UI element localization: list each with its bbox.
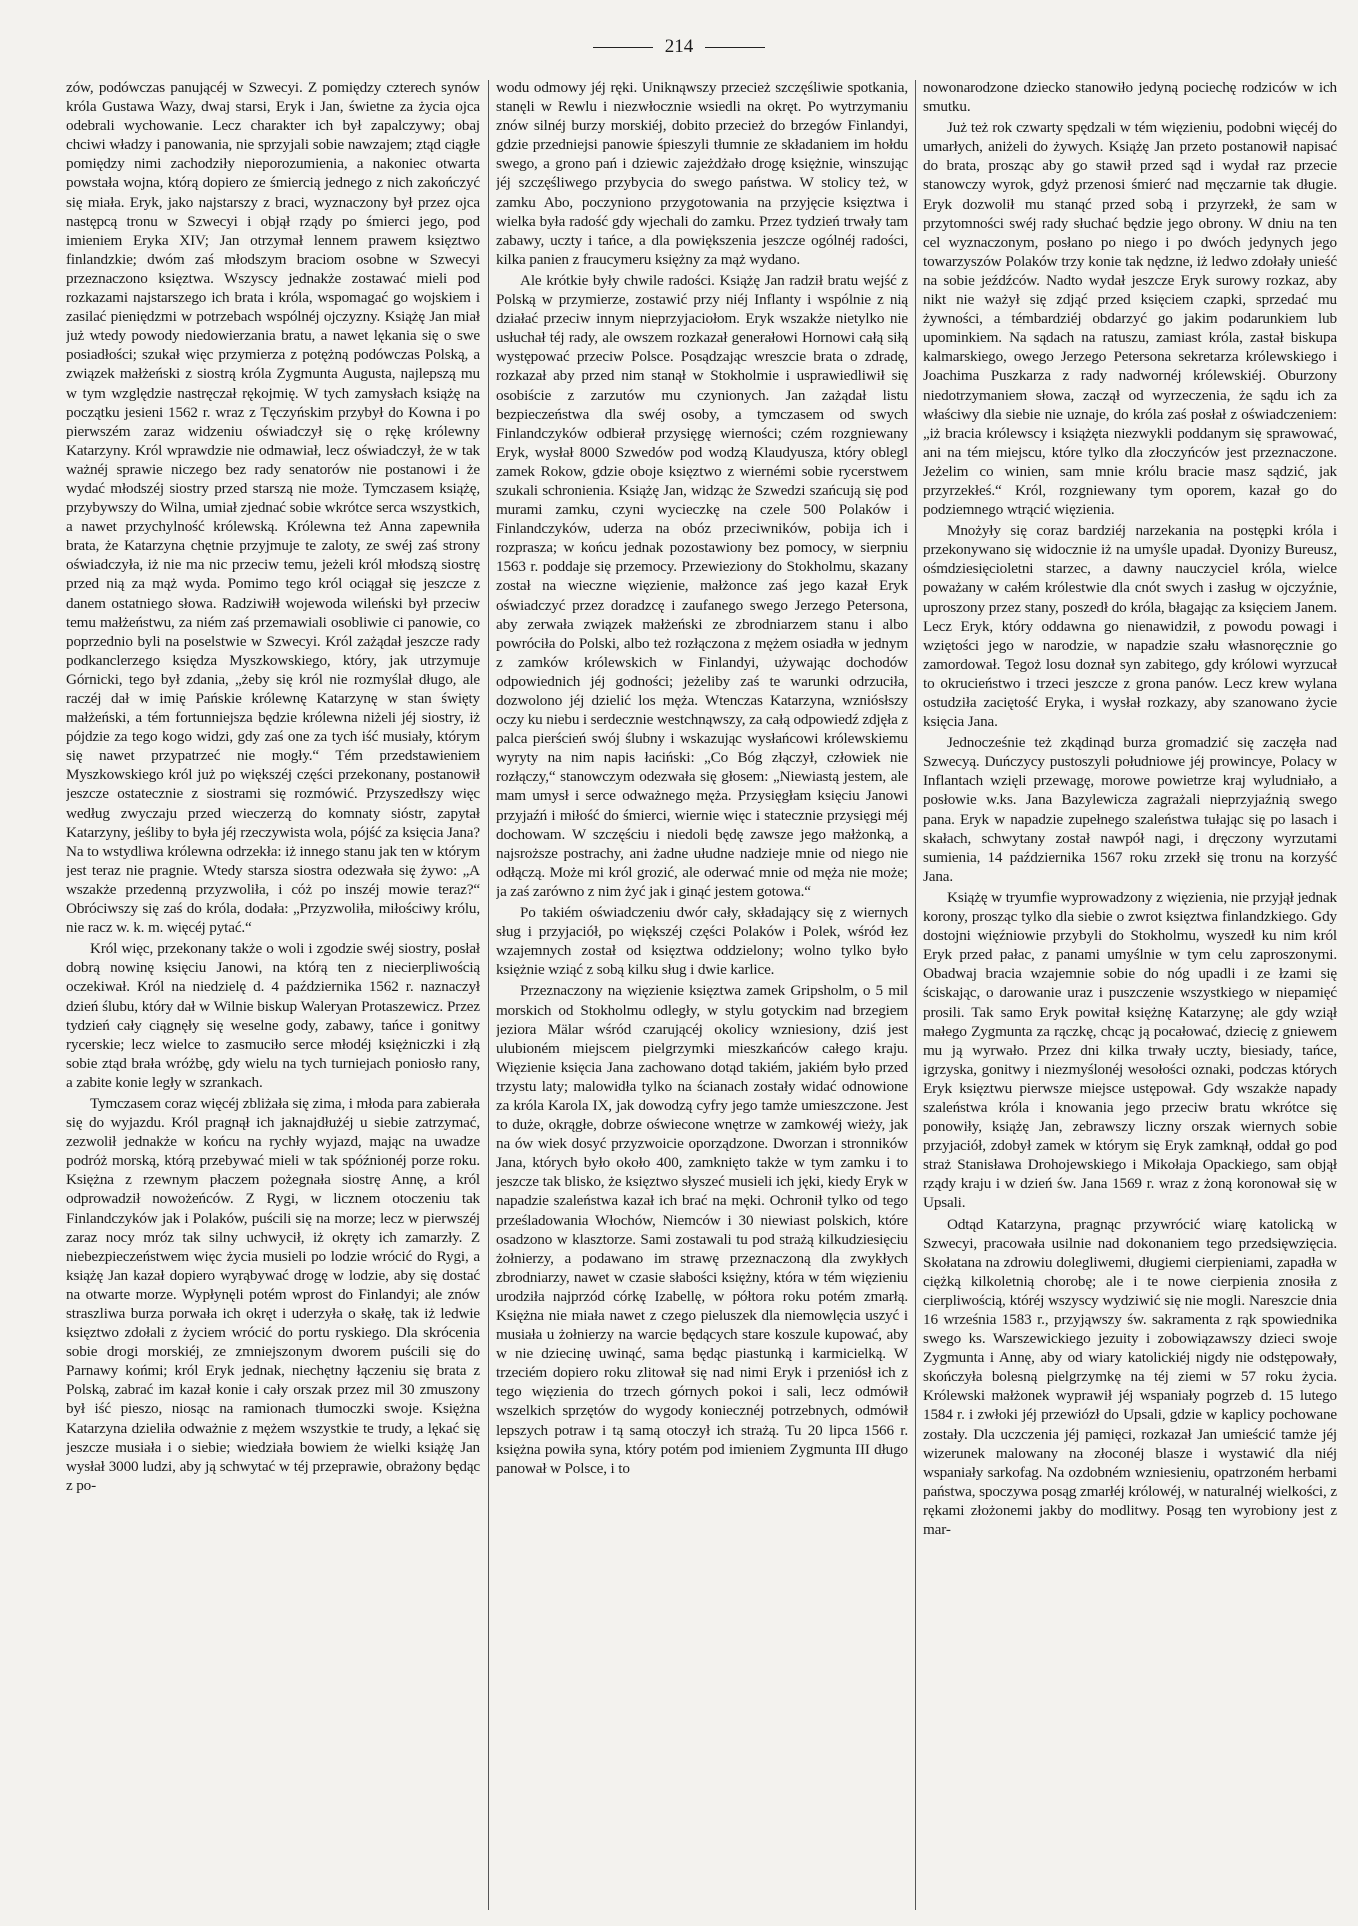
page-number-dash-left [593, 47, 653, 48]
page-number-header [0, 36, 1358, 58]
page-number: 214 [664, 36, 694, 57]
column-divider [915, 80, 916, 1910]
page-number-dash-right [705, 47, 765, 48]
paragraph: Już też rok czwarty spędzali w tém więzieniu, podobni więcéj do umarłych, aniżeli do żywych. Książę Jan przeto postanowił napisać do brata, prosząc aby go stawił przed sąd i wydał raz przecie stanowczy wyrok, gdyż przenosi śmierć nad męczarnie tak długie. Eryk dozwolił mu stanąć przed sobą i przyrzekł, że sam w przytomności swéj rady słuchać będzie jego obrony. W dniu na ten cel wyznaczonym, posłano po niego i po dwóch jedynych jego towarzyszów Polaków trzy konie tak nędzne, iż ledwo zdołały unieść na sobie jeźdźców. Nadto wydał jeszcze Eryk surowy rozkaz, aby nikt nie ważył się zdjąć przed księciem czapki, sprzedać mu żywności, a témbardziéj obdarzyć go jakim podarunkiem lub upominkiem. Na sądach na ratuszu, zamiast króla, zastał biskupa kalmarskiego, owego Jerzego Petersona sekretarza królewskiego i Joachima Puszkarza z rady nadwornéj królewskiéj. Oburzony niedotrzymaniem słowa, zaczął od wyrzeczenia, że sądu ich za właściwy dla siebie nie uznaje, do króla zaś posłał z oświadczeniem: „iż bracia królewscy i książęta niezwykli poddanym się sprawować, ani na tém miejscu, które tylko dla złoczyńców jest przeznaczone. Jeżelim co winien, sam mnie królu bracie masz sądzić, jak przyrzekłeś.“ Król, rozgniewany tym oporem, kazał go do podziemnego wtrącić więzienia. [923, 119, 1337, 519]
paragraph: Książę w tryumfie wyprowadzony z więzienia, nie przyjął jednak korony, prosząc tylko dla siebie o zwrot księztwa finlandzkiego. Gdy dostojni więźniowie przybyli do Stokholmu, wyszedł ku nim król Eryk przed pałac, z panami umyślnie w tym celu zaproszonymi. Obadwaj bracia wzajemnie sobie do nóg upadli i ze łzami się ściskając, o darowanie uraz i puszczenie wszystkiego w niepamięć prosili. Tak samo Eryk powitał księżnę Katarzynę; ale gdy wziął małego Zygmunta za rączkę, chcąc ją pocałować, dziecię z gniewem mu ją wyrwało. Przez dni kilka trwały uczty, biesiady, tańce, igrzyska, gonitwy i niezmyślonéj wesołości oznaki, podczas których Eryk księztwu pierwsze miejsce ustępował. Gdy wszakże napady szaleństwa króla i knowania jego przeciw bratu wkrótce się ponowiły, książę Jan, zebrawszy liczny orszak wiernych sobie przyjaciół, zdobył zamek w którym się Eryk zamknął, oddał go pod straż Stanisława Drohojewskiego i Mikołaja Opackiego, sam objął rządy kraju i w dzień św. Jana 1569 r. wraz z żoną koronował się w Upsali. [923, 888, 1337, 1212]
paragraph: Jednocześnie też zkądinąd burza gromadzić się zaczęła nad Szwecyą. Duńczycy pustoszyli południowe jéj prowincye, Polacy w Inflantach wzięli przewagę, morowe powietrze kraj wyludniało, a posłowie w.ks. Jana Bazylewicza zagrażali nieprzyjaźnią swego pana. Eryk w napadzie zupełnego szaleństwa tułając się po lasach i skałach, schwytany został nawpół nagi, i dręczony wyrzutami sumienia, 14 października 1567 roku zrzekł się tronu na korzyść Jana. [923, 734, 1337, 885]
text-column-2 [496, 78, 908, 1918]
paragraph: Ale krótkie były chwile radości. Książę Jan radził bratu wejść z Polską w przymierze, zostawić przy niéj Inflanty i wspólnie z nią działać przeciw innym nieprzyjaciołom. Eryk wszakże nietylko nie usłuchał téj rady, ale owszem rozkazał generałowi Hornowi całą siłą występować przeciw Polsce. Posądzając wreszcie brata o zdradę, rozkazał aby przed nim stanął w Stokholmie i usprawiedliwił się osobiście z zarzutów mu czynionych. Jan zażądał listu bezpieczeństwa dla swéj osoby, a tymczasem od swych Finlandczyków odbierał przysięgę wierności; czém rozgniewany Eryk, wysłał 8000 Szwedów pod wodzą Klaudyusza, który oblegl zamek Rokow, gdzie oboje księztwo z wiernémi sobie rycerstwem szukali schronienia. Książę Jan, widząc że Szwedzi szańcują się pod murami zamku, czyni wycieczkę na czele 500 Polaków i Finlandczyków, uderza na obóz przeciwników, pobija ich i rozprasza; w końcu jednak pozostawiony bez pomocy, w sierpniu 1563 r. poddaje się przemocy. Przewieziony do Stokholmu, skazany został na wieczne więzienie, małżonce zaś jego kazał Eryk oświadczyć przez doradzcę i zaufanego swego Jerzego Petersona, aby zerwała związek małżeński ze zbrodniarzem stanu i albo powróciła do Polski, albo też rozłączona z mężem osiadła w jednym z zamków królewskich w Finlandyi, używając dochodów odpowiednich jéj godności; jeżeliby zaś te warunki odrzuciła, dozwolono jéj dzielić los męża. Wtenczas Katarzyna, wzniósłszy oczy ku niebu i serdecznie westchnąwszy, za całą odpowiedź zdjęła z palca pierścień swój ślubny i wskazując wysłańcowi królewskiemu wyryty na nim napis łaciński: „Co Bóg złączył, człowiek nie rozłączy,“ stanowczym odezwała się głosem: „Niewiastą jestem, ale mam umysł i serce odważnego męża. Przysięgłam księciu Janowi przyjaźń i miłość do śmierci, wiernie więc i statecznie przysięgi méj dochowam. W szczęściu i niedoli będę zawsze jego małżonką, a najsroższe postrachy, ani żadne ułudne nadzieje mnie od niego nie odłączą. Może mi król grozić, ale oderwać mnie od męża nie może; ja zaś zarówno z nim żyć jak i ginąć jestem gotowa.“ [496, 271, 908, 900]
text-column-3 [923, 78, 1337, 1918]
paragraph: Król więc, przekonany także o woli i zgodzie swéj siostry, posłał dobrą nowinę księciu Janowi, na którą ten z niecierpliwością oczekiwał. Król na niedzielę d. 4 października 1562 r. naznaczył dzień ślubu, który dał w Wilnie biskup Waleryan Protaszewicz. Przez tydzień cały ciągnęły się weselne gody, zabawy, tańce i gonitwy rycerskie; lecz wielce to zasmuciło serce młodéj księżniczki i złą sobie ztąd brała wróżbę, gdy wielu na tych turniejach poniosło rany, a zabite konie legły w szrankach. [66, 940, 480, 1091]
paragraph: Przeznaczony na więzienie księztwa zamek Gripsholm, o 5 mil morskich od Stokholmu odległy, w stylu gotyckim nad brzegiem jeziora Mälar wśród czarującéj okolicy wzniesiony, dziś jest ulubioném miejscem pielgrzymki mieszkańców całego kraju. Więzienie księcia Jana zachowano dotąd takiém, jakiém było przed trzystu laty; malowidła tylko na ścianach zostały widać odnowione za króla Karola IX, jak dowodzą cyfry jego tamże umieszczone. Jest to duże, okrągłe, dobrze oświecone wnętrze w zamkowéj wieży, jak na ów wiek dosyć przyzwoicie oporządzone. Dworzan i stronników Jana, których było około 400, zamknięto także w tym zamku i to jeszcze tak blisko, że księztwo słyszeć musieli ich jęki, kiedy Eryk w napadzie szaleństwa kazał ich brać na męki. Ochronił tylko od tego prześladowania Włochów, Niemców i 30 niewiast polskich, które osadzono w klasztorze. Sami zostawali tu pod strażą kilkudziesięciu żołnierzy, a podawano im strawę przeznaczoną dla zwykłych zbrodniarzy, nawet w czasie słabości księżny, która w tém więzieniu urodziła najprzód córkę Izabellę, w półtora roku potém zmarłą. Księżna nie miała nawet z czego pieluszek dla niemowlęcia uszyć i musiała u żołnierzy na warcie będących stare koszule kupować, aby w nie dziecinę uwinąć, sama będąc piastunką i karmicielką. W trzeciém dopiero roku zlitował się nad nimi Eryk i przeniósł ich z tego więzienia do trzech górnych pokoi i sali, lecz odmówił wszelkich sprzętów do wygody koniecznéj potrzebnych, odmówił lepszych potraw i tą samą otoczył ich strażą. Tu 20 lipca 1566 r. księżna powiła syna, który potém pod imieniem Zygmunta III długo panował w Polsce, i to [496, 982, 908, 1477]
paragraph: Odtąd Katarzyna, pragnąc przywrócić wiarę katolicką w Szwecyi, pracowała usilnie nad dokonaniem tego przedsięwzięcia. Skołatana na zdrowiu dolegliwemi, długiemi cierpieniami, zapadła w ciężką kilkoletnią chorobę; ale i te nowe cierpienia znosiła z cierpliwością, któréj wszyscy wydziwić się nie mogli. Nareszcie dnia 16 września 1583 r., przyjąwszy św. sakramenta z rąk spowiednika swego ks. Warszewickiego jezuity i zobowiązawszy dzieci swoje Zygmunta i Annę, aby od wiary katolickiéj nigdy nie odstępowały, skończyła bolesną pielgrzymkę na téj ziemi w 57 roku życia. Królewski małżonek wyprawił jéj wspaniały pogrzeb d. 15 lutego 1584 r. i zwłoki jéj przewiózł do Upsali, gdzie w kaplicy pochowane zostały. Dla uczczenia jéj pamięci, rozkazał Jan umieścić tamże jéj wizerunek malowany na złoconéj blasze i wystawić dla niéj wspaniały sarkofag. Na ozdobném wzniesieniu, opatrzoném herbami państwa, spoczywa posąg zmarłéj królowéj, w naturalnéj wielkości, z rękami złożonemi jakby do modlitwy. Posąg ten wyrobiony jest z mar- [923, 1215, 1337, 1539]
paragraph: Po takiém oświadczeniu dwór cały, składający się z wiernych sług i przyjaciół, po większéj części Polaków i Polek, wśród łez wzajemnych został od księztwa oddzielony; wolno tylko było księżnie wziąć z sobą kilku sług i dwie karlice. [496, 904, 908, 979]
paragraph: nowonarodzone dziecko stanowiło jedyną pociechę rodziców w ich smutku. [923, 79, 1337, 116]
paragraph: Tymczasem coraz więcéj zbliżała się zima, i młoda para zabierała się do wyjazdu. Król pragnął ich jaknajdłużéj u siebie zatrzymać, zezwolił jednakże w końcu na rychły wyjazd, mając na uwadze podróż morską, którą przebywać mieli w tak spóźnionéj porze roku. Księżna z rzewnym płaczem pożegnała siostrę Annę, a król odprowadził nowożeńców. Z Rygi, w licznem otoczeniu tak Finlandczyków jak i Polaków, puścili się na morze; lecz w pierwszéj zaraz nocy mróz tak silny uchwycił, iż okręty ich zamarzły. Z niebezpieczeństwem więc życia musieli po lodzie wrócić do Rygi, a książę Jan kazał dopiero wyrąbywać drogę w lodzie, aby się dostać na otwarte morze. Wypłynęli potém wprost do Finlandyi; ale znów straszliwa burza porwała ich okręt i uderzyła o skałę, tak iż ledwie księztwo zdołali z życiem wrócić do portu ryskiego. Dla skrócenia sobie drogi morskiéj, ze zmniejszonym dworem puścili się do Parnawy końmi; król Eryk jednak, niechętny łączeniu się brata z Polską, zabrać im kazał konie i cały orszak przez mil 30 zmuszony był iść pieszo, niosąc na ramionach tłumoczki swoje. Księżna Katarzyna dzieliła odważnie z mężem wszystkie te trudy, a lękać się jeszcze musiała i o siebie; wiedziała bowiem że wielki książę Jan wysłał 3000 ludzi, aby ją schwytać w téj przeprawie, obrażony będąc z po- [66, 1094, 480, 1494]
paragraph: wodu odmowy jéj ręki. Uniknąwszy przecież szczęśliwie spotkania, stanęli w Rewlu i niezwłocznie wsiedli na okręt. Po wytrzymaniu znów silnéj burzy morskiéj, dobito przecież do brzegów Finlandyi, gdzie przedniejsi panowie śpieszyli tłumnie ze składaniem im hołdu swego, a grono pań i dziewic zajeżdżało drogę księżnie, winszując jéj szczęśliwego przybycia do swego państwa. W stolicy też, w zamku Abo, poczyniono przygotowania na przyjęcie księztwa i wielka była radość gdy wjechali do zamku. Przez tydzień trwały tam zabawy, uczty i tańce, a dla powiększenia jeszcze ogólnéj radości, kilka panien z fraucymeru księżny za mąż wydano. [496, 79, 908, 268]
column-divider [488, 80, 489, 1910]
paragraph: zów, podówczas panującéj w Szwecyi. Z pomiędzy czterech synów króla Gustawa Wazy, dwaj starsi, Eryk i Jan, świetne za życia ojca odebrali wychowanie. Lecz charakter ich był zapalczywy; obaj chciwi władzy i panowania, nie sprzyjali sobie nawzajem; ztąd ciągłe pomiędzy nimi zachodziły nieporozumienia, a nakoniec otwarta powstała wojna, którą dopiero ze śmiercią jednego z nich zakończyć się miała. Eryk, jako najstarszy z braci, wyznaczony był przez ojca następcą tronu w Szwecyi i objął rządy po śmierci jego, pod imieniem Eryka XIV; Jan otrzymał lennem prawem księztwo finlandzkie; dwóm zaś młodszym braciom osobne w Szwecyi przeznaczono księztwa. Wszyscy jednakże zostawać mieli pod rozkazami najstarszego ich brata i króla, wspomagać go wojskiem i zasilać pieniędzmi w potrzebach wspólnéj ojczyzny. Książę Jan miał już wtedy powody niedowierzania bratu, a nawet lękania się o swe posiadłości; szukał więc przymierza z potężną podówczas Polską, a związek małżeński z siostrą króla Zygmunta Augusta, najlepszą mu w tym względzie nastręczał rękojmię. W tych zamysłach książę na początku jesieni 1562 r. wraz z Tęczyńskim przybył do Kowna i po pierwszém zaraz widzeniu oświadczył się o rękę królewny Katarzyny. Król wprawdzie nie odmawiał, lecz oświadczył, że w tak ważnéj sprawie niczego bez rady senatorów nie postanowi i że wydać młodszéj siostry przed starszą nie może. Tymczasem książę, przybywszy do Wilna, umiał zjednać sobie wkrótce serca wszystkich, a nawet przychylność królewską. Królewna też Anna zapewniła brata, że Katarzyna chętnie przyjmuje te zaloty, ze swéj zaś strony oświadczyła, iż nie ma nic przeciw temu, jeżeli król młodszą siostrę przed nią za mąż wyda. Pomimo tego król ociągał się jeszcze z danem ostatniego słowa. Radziwiłł wojewoda wileński był przeciw temu małżeństwu, za niém zaś przemawiali osobliwie ci panowie, co poprzednio byli na poselstwie w Szwecyi. Król zażądał jeszcze rady podkanclerzego księdza Myszkowskiego, który, jak utrzymuje Górnicki, tego był zdania, „żeby się król nie rozmyślał długo, ale raczéj dał w imię Pańskie królewnę Katarzynę w stan święty małżeński, a tém fortunniejsza będzie królewna niżeli jéj siostry, iż pójdzie za tego kogo widzi, gdy zaś one za tych iść musiały, którym się nawet przypatrzeć nie mogły.“ Tém przedstawieniem Myszkowskiego król już po większéj części przekonany, postanowił jeszcze ostatecznie z siostrami się rozmówić. Przyszedłszy więc według zwyczaju przed wieczerzą do komnaty sióstr, zapytał Katarzyny, jeśliby to była jéj rzeczywista wola, pójść za księcia Jana? Na to wstydliwa królewna odrzekła: iż innego stanu jak ten w którym jest teraz nie pragnie. Wtedy starsza siostra odezwała się żywo: „A wszakże przedenną przyzwoliła, i cóż po inszéj mowie teraz?“ Obróciwszy się zaś do króla, dodała: „Przyzwoliła, miłościwy królu, nie racz w. k. m. więcéj pytać.“ [66, 79, 480, 937]
paragraph: Mnożyły się coraz bardziéj narzekania na postępki króla i przekonywano się widocznie iż na umyśle upadał. Dyonizy Bureusz, ośmdziesięcioletni starzec, a dawny nauczyciel króla, wielce poważany w całém królestwie dla cnót swych i zasług w ojczyźnie, uproszony przez stany, poszedł do króla, błagając za księciem Janem. Lecz Eryk, który oddawna go nienawidził, z powodu powagi i wziętości jego w narodzie, w napadzie szału własnoręcznie go zamordował. Tegoż losu doznał syn zabitego, gdy królowi wyrzucał to okrucieństwo i trzeci jeszcze z grona panów. Lecz krew wylana ostudziła zaciętość Eryka, i wysłał rozkazy, aby szanowano życie księcia Jana. [923, 522, 1337, 731]
text-column-1 [66, 78, 480, 1918]
